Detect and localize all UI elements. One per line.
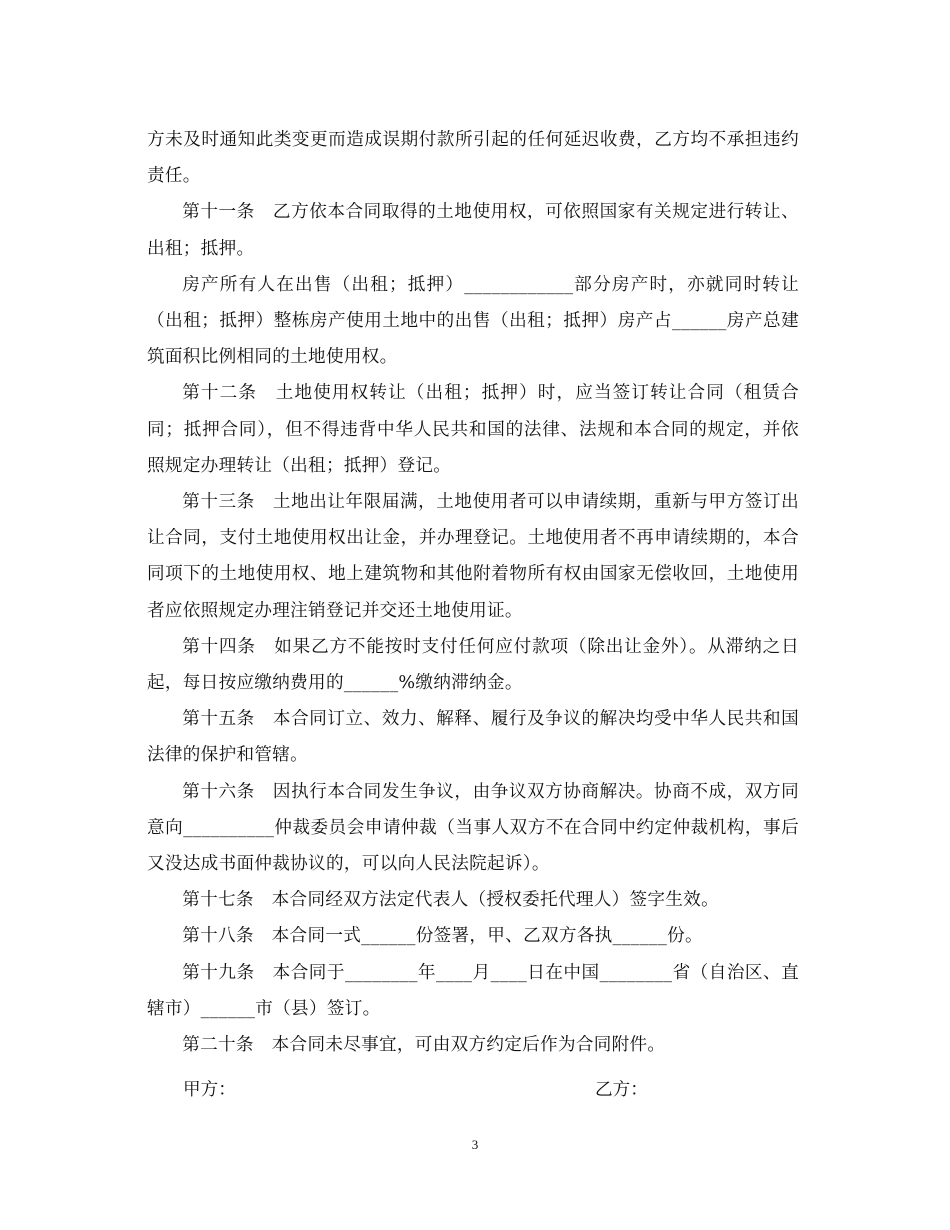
article-17: 第十七条 本合同经双方法定代表人（授权委托代理人）签字生效。 xyxy=(182,890,720,911)
article-15: 第十五条 本合同订立、效力、解释、履行及争议的解决均受中华人民共和国法律的保护和管辖。 xyxy=(147,709,799,766)
article-16: 第十六条 因执行本合同发生争议，由争议双方协商解决。协商不成，双方同意向__________仲裁委员会申请仲裁（当事人双方不在合同中约定仲裁机构，事后又没达成书面仲裁协议的，可以向人民法院起诉）。 xyxy=(147,781,799,875)
article-12: 第十二条 土地使用权转让（出租；抵押）时，应当签订转让合同（租赁合同；抵押合同），但不得违背中华人民共和国的法律、法规和本合同的规定，并依照规定办理转让（出租；抵押）登记。 xyxy=(147,383,799,476)
article-14: 第十四条 如果乙方不能按时支付任何应付款项（除出让金外）。从滞纳之日起，每日按应缴纳费用的______%缴纳滞纳金。 xyxy=(147,636,799,694)
article-11: 第十一条 乙方依本合同取得的土地使用权，可依照国家有关规定进行转让、出租；抵押。 xyxy=(147,202,799,259)
page-number: 3 xyxy=(471,1137,479,1152)
article-13: 第十三条 土地出让年限届满，土地使用者可以申请续期，重新与甲方签订出让合同，支付土地使用权出让金，并办理登记。土地使用者不再申请续期的，本合同项下的土地使用权、地上建筑物和其他附着物所有权由国家无偿收回，土地使用者应依照规定办理注销登记并交还土地使用证。 xyxy=(147,492,799,621)
article-19: 第十九条 本合同于________年____月____日在中国________省（自治区、直辖市）______市（县）签订。 xyxy=(147,962,799,1019)
contract-body xyxy=(147,122,799,1063)
article-18: 第十八条 本合同一式______份签署，甲、乙双方各执______份。 xyxy=(182,926,703,947)
article-20: 第二十条 本合同未尽事宜，可由双方约定后作为合同附件。 xyxy=(182,1035,666,1056)
signature-row xyxy=(183,1075,653,1105)
property-transfer-clause: 房产所有人在出售（出租；抵押）____________部分房产时，亦就同时转让（出租；抵押）整栋房产使用土地中的出售（出租；抵押）房产占______房产总建筑面积比例相同的土地使用权。 xyxy=(147,274,799,368)
party-b-label: 乙方： xyxy=(595,1080,648,1100)
party-a-label: 甲方： xyxy=(183,1080,236,1100)
paragraph-continuation: 方未及时通知此类变更而造成误期付款所引起的任何延迟收费，乙方均不承担违约责任。 xyxy=(147,130,799,187)
